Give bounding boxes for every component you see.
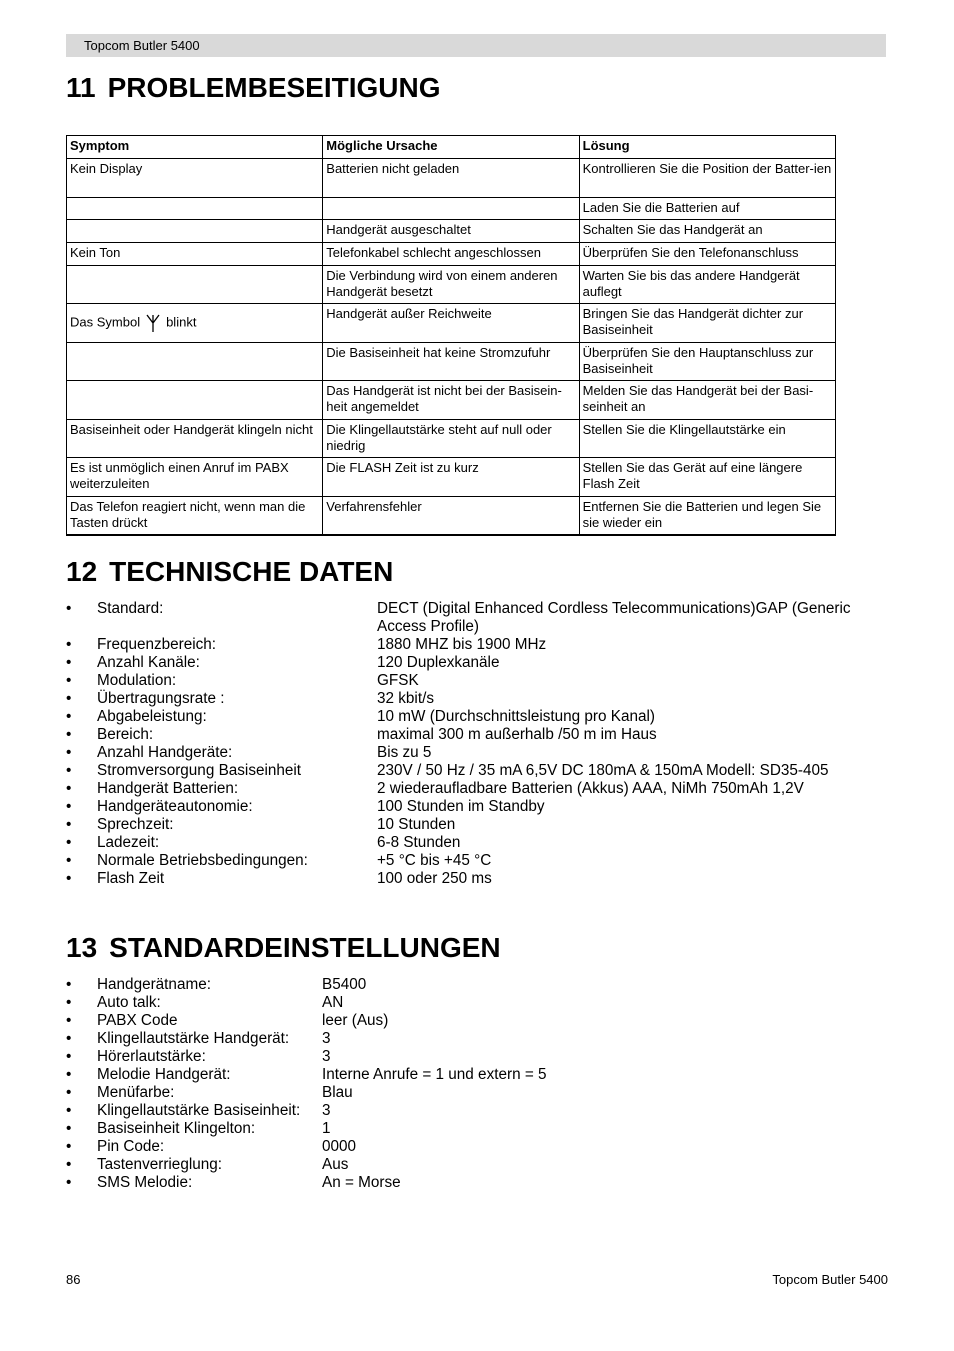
list-item	[66, 852, 886, 870]
table-cell: Batterien nicht geladen	[323, 159, 579, 198]
table-cell: Es ist unmöglich einen Anruf im PABX weiterzuleiten	[67, 458, 323, 497]
table-cell: Die Basiseinheit hat keine Stromzufuhr	[323, 342, 579, 381]
item-label: Hörerlautstärke:	[97, 1048, 206, 1065]
table-cell: Laden Sie die Batterien auf	[579, 197, 835, 220]
table-header-row	[67, 136, 836, 159]
item-value: 10 mW (Durchschnittsleistung pro Kanal)	[377, 708, 656, 725]
item-value: Bis zu 5	[377, 744, 432, 761]
item-label: Handgerät Batterien:	[97, 780, 239, 797]
bullet: •	[66, 994, 72, 1011]
table-cell: Stellen Sie die Klingellautstärke ein	[579, 419, 835, 458]
bullet: •	[66, 762, 72, 779]
table-cell	[67, 381, 323, 420]
list-item	[66, 1084, 766, 1102]
table-cell: Die Verbindung wird von einem anderen Handgerät besetzt	[323, 265, 579, 304]
table-cell: Bringen Sie das Handgerät dichter zur Basiseinheit	[579, 304, 835, 343]
bullet: •	[66, 1030, 72, 1047]
item-value: 3	[322, 1102, 331, 1119]
item-value: 2 wiederaufladbare Batterien (Akkus) AAA, NiMh 750mAh 1,2V	[377, 780, 804, 797]
bullet: •	[66, 1138, 72, 1155]
running-header: Topcom Butler 5400	[66, 34, 886, 57]
item-value: 3	[322, 1030, 331, 1047]
table-row	[67, 197, 836, 220]
item-label: PABX Code	[97, 1012, 178, 1029]
bullet: •	[66, 726, 72, 743]
page-number: 86	[66, 1272, 81, 1287]
bullet: •	[66, 1066, 72, 1083]
section-number: 13	[66, 932, 98, 963]
table-cell: Das Telefon reagiert nicht, wenn man die Tasten drückt	[67, 496, 323, 535]
bullet: •	[66, 690, 72, 707]
item-value: Aus	[322, 1156, 349, 1173]
table-row	[67, 304, 836, 343]
item-label: Handgerätname:	[97, 976, 211, 993]
item-label: Pin Code:	[97, 1138, 165, 1155]
item-label: Normale Betriebsbedingungen:	[97, 852, 308, 869]
bullet: •	[66, 780, 72, 797]
item-label: Auto talk:	[97, 994, 161, 1011]
item-value: 100 oder 250 ms	[377, 870, 492, 887]
item-value: GFSK	[377, 672, 419, 689]
item-label: Bereich:	[97, 726, 154, 743]
bullet: •	[66, 852, 72, 869]
list-item	[66, 994, 766, 1012]
table-row	[67, 381, 836, 420]
section-number: 11	[66, 72, 96, 103]
section-title: TECHNISCHE DATEN	[109, 556, 394, 587]
table-cell: Die FLASH Zeit ist zu kurz	[323, 458, 579, 497]
item-value: AN	[322, 994, 344, 1011]
table-cell: Stellen Sie das Gerät auf eine längere Flash Zeit	[579, 458, 835, 497]
bullet: •	[66, 798, 72, 815]
item-label: SMS Melodie:	[97, 1174, 193, 1191]
list-item	[66, 726, 886, 744]
table-cell: Kein Display	[67, 159, 323, 198]
item-value: 1880 MHZ bis 1900 MHz	[377, 636, 547, 653]
list-item	[66, 1120, 766, 1138]
table-cell: Das Handgerät ist nicht bei der Basisein-heit angemeldet	[323, 381, 579, 420]
table-cell	[67, 265, 323, 304]
bullet: •	[66, 1012, 72, 1029]
footer-title: Topcom Butler 5400	[772, 1272, 888, 1287]
bullet: •	[66, 654, 72, 671]
antenna-icon	[146, 313, 160, 333]
list-item	[66, 636, 886, 654]
list-item	[66, 816, 886, 834]
section-number: 12	[66, 556, 98, 587]
table-cell-symbol	[67, 304, 323, 343]
item-value: Blau	[322, 1084, 353, 1101]
bullet: •	[66, 672, 72, 689]
table-cell	[67, 197, 323, 220]
bullet: •	[66, 976, 72, 993]
item-value: Interne Anrufe = 1 und extern = 5	[322, 1066, 547, 1083]
bullet: •	[66, 1120, 72, 1137]
table-cell: Verfahrensfehler	[323, 496, 579, 535]
item-value: 100 Stunden im Standby	[377, 798, 545, 815]
table-cell: Kontrollieren Sie die Position der Batter-ien	[579, 159, 835, 198]
table-row	[67, 496, 836, 535]
column-header-cause: Mögliche Ursache	[323, 136, 579, 159]
table-cell: Telefonkabel schlecht angeschlossen	[323, 243, 579, 266]
list-item	[66, 1012, 766, 1030]
item-value: 1	[322, 1120, 331, 1137]
table-cell: Entfernen Sie die Batterien und legen Sie sie wieder ein	[579, 496, 835, 535]
item-value: 230V / 50 Hz / 35 mA 6,5V DC 180mA & 150mA Modell: SD35-405	[377, 762, 829, 779]
item-label: Menüfarbe:	[97, 1084, 175, 1101]
item-value: 6-8 Stunden	[377, 834, 461, 851]
list-item	[66, 1048, 766, 1066]
list-item	[66, 1174, 766, 1192]
list-item	[66, 672, 886, 690]
section-title: PROBLEMBESEITIGUNG	[107, 72, 441, 103]
table-cell	[67, 220, 323, 243]
list-item	[66, 1156, 766, 1174]
table-row	[67, 159, 836, 198]
bullet: •	[66, 1084, 72, 1101]
bullet: •	[66, 1048, 72, 1065]
item-value: 32 kbit/s	[377, 690, 434, 707]
table-cell: Kein Ton	[67, 243, 323, 266]
section-12-heading	[66, 556, 393, 588]
list-item	[66, 834, 886, 852]
item-label: Anzahl Handgeräte:	[97, 744, 233, 761]
item-label: Übertragungsrate :	[97, 690, 225, 707]
list-item	[66, 1066, 766, 1084]
item-label: Tastenverrieglung:	[97, 1156, 222, 1173]
item-label: Klingellautstärke Handgerät:	[97, 1030, 290, 1047]
symbol-text-before: Das Symbol	[70, 314, 141, 330]
list-item	[66, 600, 886, 636]
list-item	[66, 1030, 766, 1048]
section-title: STANDARDEINSTELLUNGEN	[109, 932, 501, 963]
item-label: Klingellautstärke Basiseinheit:	[97, 1102, 301, 1119]
bullet: •	[66, 816, 72, 833]
bullet: •	[66, 1174, 72, 1191]
item-value: +5 °C bis +45 °C	[377, 852, 492, 869]
item-label: Basiseinheit Klingelton:	[97, 1120, 256, 1137]
item-label: Standard:	[97, 600, 164, 617]
table-row	[67, 342, 836, 381]
bullet: •	[66, 870, 72, 887]
bullet: •	[66, 600, 72, 617]
table-cell: Die Klingellautstärke steht auf null oder niedrig	[323, 419, 579, 458]
bullet: •	[66, 1156, 72, 1173]
list-item	[66, 1102, 766, 1120]
table-row	[67, 243, 836, 266]
item-value: maximal 300 m außerhalb /50 m im Haus	[377, 726, 657, 743]
list-item	[66, 870, 886, 888]
table-row	[67, 265, 836, 304]
item-label: Anzahl Kanäle:	[97, 654, 200, 671]
list-item	[66, 798, 886, 816]
list-item	[66, 976, 766, 994]
item-label: Melodie Handgerät:	[97, 1066, 231, 1083]
item-value: 10 Stunden	[377, 816, 456, 833]
bullet: •	[66, 744, 72, 761]
item-value: 3	[322, 1048, 331, 1065]
table-cell: Überprüfen Sie den Hauptanschluss zur Basiseinheit	[579, 342, 835, 381]
symbol-text-after: blinkt	[166, 314, 197, 330]
list-item	[66, 744, 886, 762]
table-row	[67, 458, 836, 497]
item-value: 120 Duplexkanäle	[377, 654, 500, 671]
troubleshooting-table	[66, 135, 836, 536]
column-header-symptom: Symptom	[67, 136, 323, 159]
item-label: Sprechzeit:	[97, 816, 174, 833]
bullet: •	[66, 1102, 72, 1119]
table-row	[67, 419, 836, 458]
item-value: B5400	[322, 976, 367, 993]
item-value: DECT (Digital Enhanced Cordless Telecommunications)GAP (Generic Access Profile)	[377, 600, 851, 635]
item-value: An = Morse	[322, 1174, 401, 1191]
bullet: •	[66, 834, 72, 851]
bullet: •	[66, 708, 72, 725]
item-label: Stromversorgung Basiseinheit	[97, 762, 302, 779]
table-cell: Basiseinheit oder Handgerät klingeln nicht	[67, 419, 323, 458]
section-11-heading	[66, 72, 441, 104]
table-cell	[67, 342, 323, 381]
item-label: Ladezeit:	[97, 834, 160, 851]
default-settings-list	[66, 976, 766, 1192]
list-item	[66, 654, 886, 672]
item-label: Handgeräteautonomie:	[97, 798, 253, 815]
table-cell: Warten Sie bis das andere Handgerät auflegt	[579, 265, 835, 304]
item-label: Frequenzbereich:	[97, 636, 217, 653]
list-item	[66, 780, 886, 798]
table-cell	[323, 197, 579, 220]
section-13-heading	[66, 932, 501, 964]
bullet: •	[66, 636, 72, 653]
table-cell: Melden Sie das Handgerät bei der Basi-seinheit an	[579, 381, 835, 420]
item-label: Flash Zeit	[97, 870, 165, 887]
table-cell: Schalten Sie das Handgerät an	[579, 220, 835, 243]
list-item	[66, 708, 886, 726]
item-value: leer (Aus)	[322, 1012, 389, 1029]
item-label: Abgabeleistung:	[97, 708, 207, 725]
technical-data-list	[66, 600, 886, 888]
table-cell: Handgerät außer Reichweite	[323, 304, 579, 343]
item-label: Modulation:	[97, 672, 177, 689]
item-value: 0000	[322, 1138, 357, 1155]
column-header-solution: Lösung	[579, 136, 835, 159]
list-item	[66, 1138, 766, 1156]
list-item	[66, 690, 886, 708]
table-cell: Überprüfen Sie den Telefonanschluss	[579, 243, 835, 266]
table-cell: Handgerät ausgeschaltet	[323, 220, 579, 243]
table-row	[67, 220, 836, 243]
list-item	[66, 762, 886, 780]
